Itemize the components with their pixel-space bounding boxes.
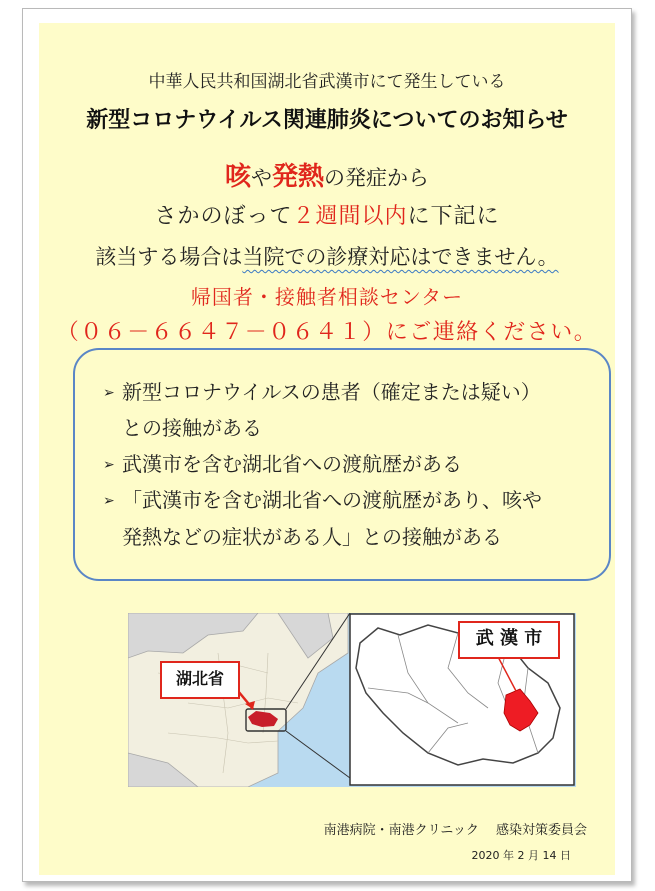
- symptoms-line: [39, 156, 615, 193]
- criteria-item-3-cont: 発熱などの症状がある人」との接触がある: [122, 525, 502, 549]
- ya-word: や: [251, 166, 272, 190]
- cough-word: 咳: [224, 162, 251, 192]
- criteria-item-1: [103, 376, 541, 405]
- criteria-item-2-text: 武漢市を含む湖北省への渡航歴がある: [122, 452, 462, 476]
- period-suffix: に下記に: [407, 204, 500, 229]
- city-label: 武 漢 市: [458, 621, 560, 659]
- notice-subtitle: 中華人民共和国湖北省武漢市にて発生している: [148, 72, 506, 92]
- province-label: 湖北省: [160, 661, 240, 699]
- restriction-line: [39, 241, 615, 271]
- contact-center: 帰国者・接触者相談センター: [190, 285, 464, 309]
- period-line: [39, 199, 615, 230]
- criteria-item-1-text: 新型コロナウイルスの患者（確定または疑い）: [122, 380, 541, 404]
- notice-page: [22, 8, 632, 882]
- onset-text: の発症から: [324, 166, 430, 190]
- fever-word: 発熱: [272, 162, 325, 192]
- map-figure: [128, 613, 576, 787]
- criteria-item-1-cont: との接触がある: [122, 416, 262, 440]
- notice-title: 新型コロナウイルス関連肺炎についてのお知らせ: [86, 108, 568, 133]
- criteria-item-2: [103, 448, 462, 477]
- arrow-bullet-icon: ➢: [103, 493, 115, 509]
- footer-organization: 南港病院・南港クリニック 感染対策委員会: [323, 823, 587, 838]
- restriction-emphasis: 当院での診療対応はできません。: [242, 245, 559, 269]
- criteria-box: [73, 348, 611, 581]
- criteria-item-3: [103, 484, 542, 513]
- period-prefix: さかのぼって: [154, 204, 293, 229]
- contact-phone: （０６－６６４７－０６４１）にご連絡ください。: [56, 320, 598, 345]
- criteria-item-3-text: 「武漢市を含む湖北省への渡航歴があり、咳や: [122, 488, 542, 512]
- footer-date: 2020 年 2 月 14 日: [471, 849, 571, 862]
- arrow-bullet-icon: ➢: [103, 457, 115, 473]
- arrow-bullet-icon: ➢: [103, 385, 115, 401]
- period-weeks: ２週間以内: [292, 204, 408, 229]
- restriction-prefix: 該当する場合は: [95, 245, 243, 269]
